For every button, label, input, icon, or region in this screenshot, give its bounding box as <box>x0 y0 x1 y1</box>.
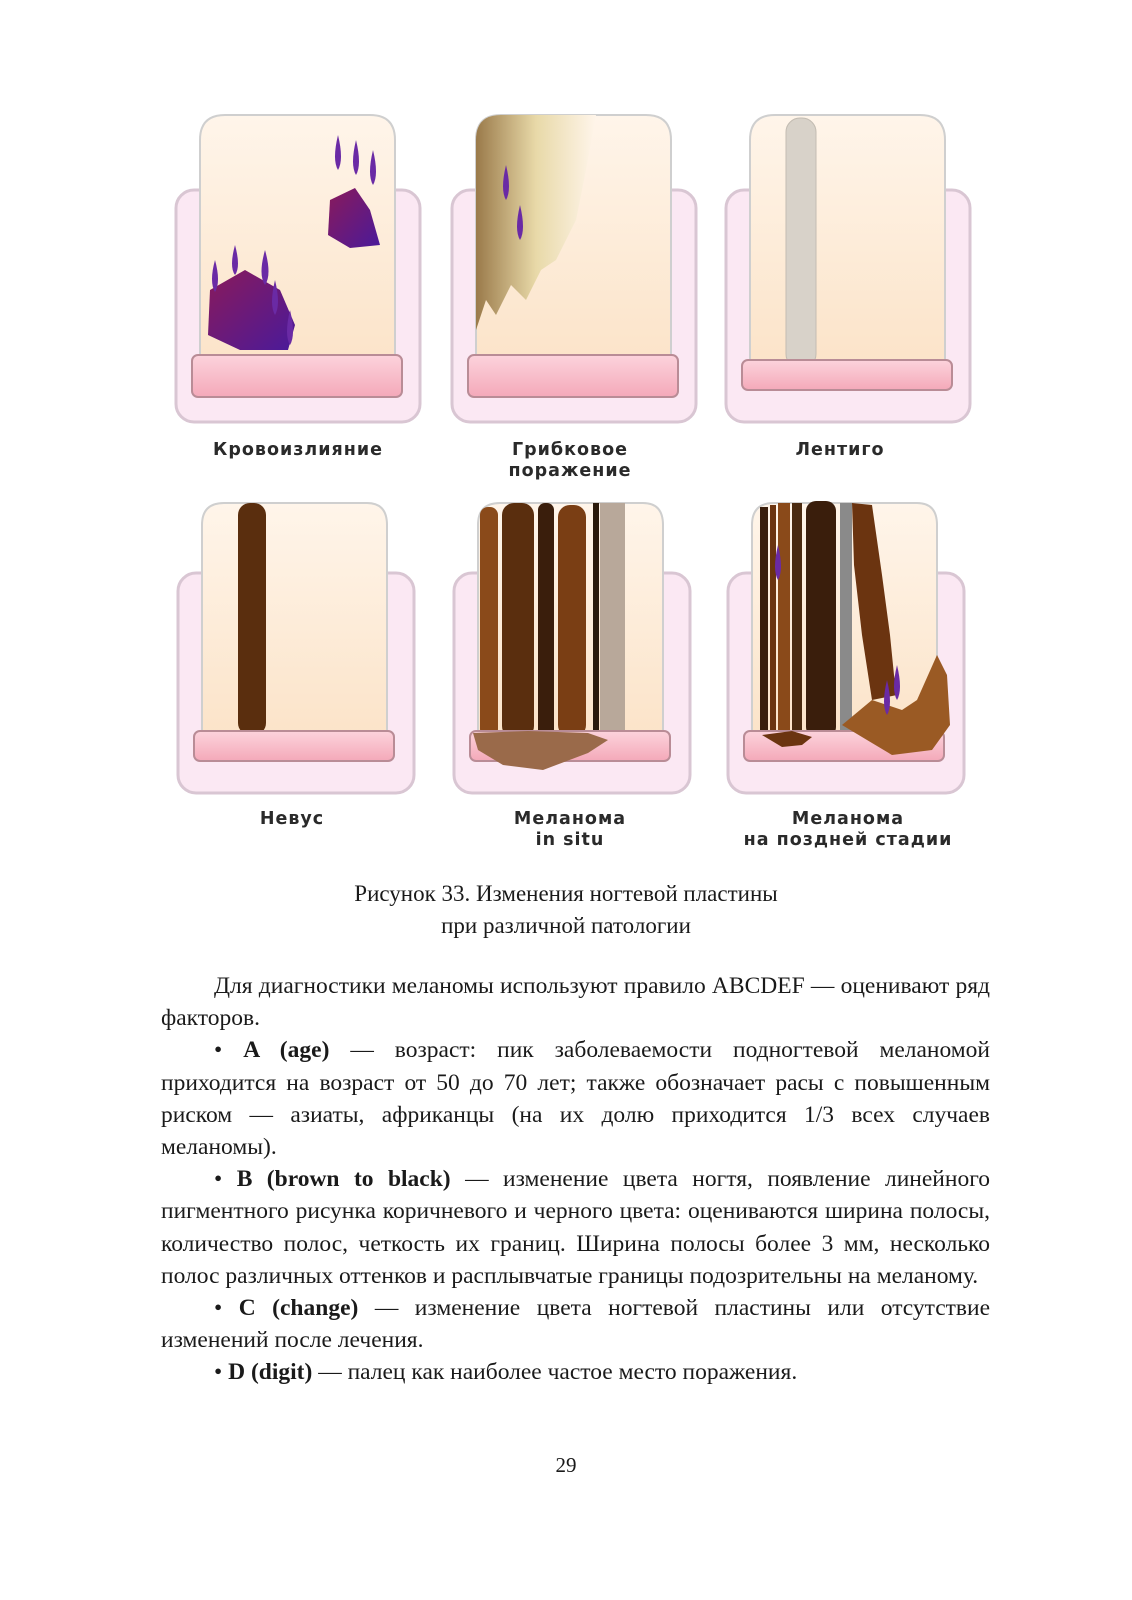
figure-melanoma-in-situ <box>448 495 708 815</box>
nail-hemorrhage-illustration <box>170 110 430 430</box>
item-b <box>161 1163 990 1292</box>
bullet: • <box>214 1295 223 1322</box>
bullet: • <box>214 1166 223 1193</box>
intro-paragraph: Для диагностики меланомы используют правило ABCDEF — оценивают ряд факторов. <box>161 973 990 1032</box>
nail-lentigo-illustration <box>720 110 980 430</box>
item-c-text: — изменение цвета ногтевой пластины или отсутствие изменений после лечения. <box>161 1295 990 1354</box>
bullet: • <box>214 1359 223 1386</box>
figure-hemorrhage <box>170 110 430 430</box>
item-a-text: — возраст: пик заболеваемости подногтевой меланомой приходится на возраст от 50 до 70 лет; также обозначает расы с повышенным риском — азиаты, африканцы (на их долю приходится 1/3 всех случаев меланомы). <box>161 1037 991 1161</box>
item-b-term: B (brown to black) <box>236 1166 451 1193</box>
figure-fungal <box>446 110 706 430</box>
nail-fungal-illustration <box>446 110 706 430</box>
item-d-text: — палец как наиболее частое место поражения. <box>312 1359 798 1386</box>
label-melanoma-late: Меланома на поздней стадии <box>743 809 953 850</box>
item-c <box>161 1292 990 1356</box>
label-nevus: Невус <box>259 809 325 829</box>
item-b-text: — изменение цвета ногтя, появление линейного пигментного рисунка коричневого и черного цвета: оцениваются ширина полосы, количество полос, четкость их границ. Ширина полосы более 3 мм, несколько полос различных оттенков и расплывчатые границы подозрительны на меланому. <box>161 1166 991 1289</box>
page-number: 29 <box>555 1453 577 1477</box>
figure-melanoma-late <box>722 495 982 815</box>
item-d-term: D (digit) <box>228 1359 313 1386</box>
item-d <box>161 1356 990 1388</box>
nail-melanoma-in-situ-illustration <box>448 495 708 815</box>
label-lentigo: Лентиго <box>795 440 885 460</box>
label-melanoma-in-situ: Меланома in situ <box>513 809 627 850</box>
figure-nevus <box>172 495 432 815</box>
item-a-term: A (age) <box>243 1037 330 1064</box>
figure-caption: Рисунок 33. Изменения ногтевой пластины при различной патологии <box>354 881 778 938</box>
figure-lentigo <box>720 110 980 430</box>
nail-melanoma-late-illustration <box>722 495 982 815</box>
item-a <box>161 1034 990 1163</box>
body-text <box>161 970 990 1389</box>
bullet: • <box>214 1037 223 1064</box>
label-hemorrhage: Кровоизлияние <box>213 440 383 460</box>
label-fungal: Грибковое поражение <box>508 440 632 481</box>
nail-nevus-illustration <box>172 495 432 815</box>
item-c-term: C (change) <box>238 1295 359 1322</box>
